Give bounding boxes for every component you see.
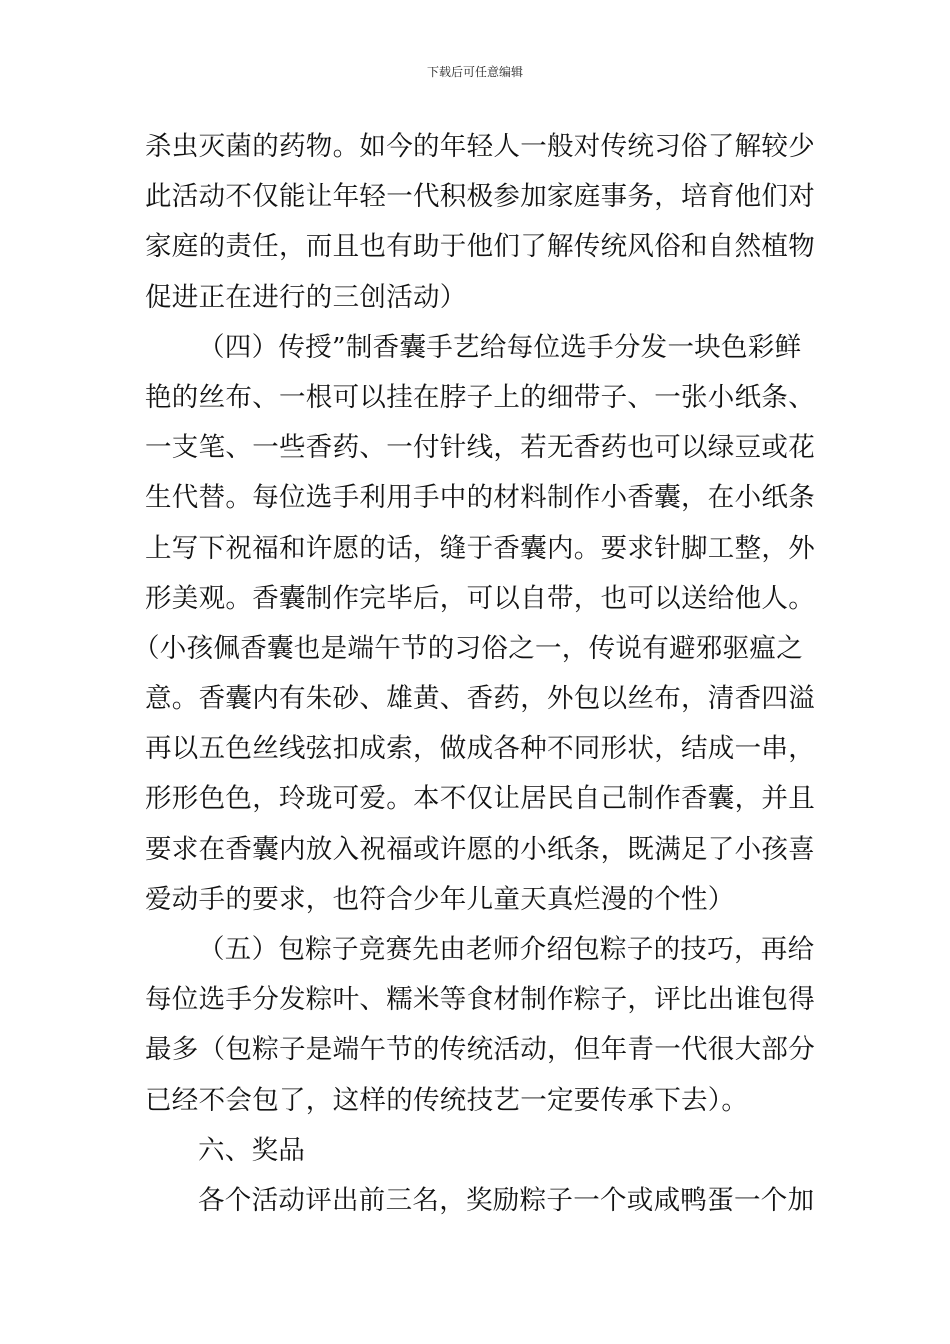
- text-line: 最多（包粽子是端午节的传统活动，但年青一代很大部分: [145, 1034, 815, 1066]
- text-line: 要求在香囊内放入祝福或许愿的小纸条，既满足了小孩喜: [145, 833, 815, 865]
- text-line: 此活动不仅能让年轻一代积极参加家庭事务，培育他们对: [145, 181, 815, 213]
- text-line: 形形色色，玲珑可爱。本不仅让居民自己制作香囊，并且: [145, 783, 815, 815]
- text-line: （小孩佩香囊也是端午节的习俗之一，传说有避邪驱瘟之: [133, 632, 803, 664]
- section-6-heading: 六、奖品: [198, 1134, 306, 1166]
- text-line: 生代替。每位选手利用手中的材料制作小香囊，在小纸条: [145, 482, 815, 514]
- text-line: 形美观。香囊制作完毕后，可以自带，也可以送给他人。: [145, 582, 815, 614]
- text-line: 各个活动评出前三名，奖励粽子一个或咸鸭蛋一个加: [198, 1184, 815, 1216]
- text-line: 艳的丝布、一根可以挂在脖子上的细带子、一张小纸条、: [145, 381, 815, 413]
- text-line: 杀虫灭菌的药物。如今的年轻人一般对传统习俗了解较少: [145, 131, 815, 162]
- text-line: 每位选手分发粽叶、糯米等食材制作粽子，评比出谁包得: [145, 984, 815, 1016]
- text-line: 上写下祝福和许愿的话，缝于香囊内。要求针脚工整，外: [145, 532, 815, 564]
- text-line: 一支笔、一些香药、一付针线，若无香药也可以绿豆或花: [145, 432, 815, 464]
- section-5-heading-line: （五）包粽子竞赛先由老师介绍包粽子的技巧，再给: [198, 934, 815, 965]
- text-line: 家庭的责任，而且也有助于他们了解传统风俗和自然植物: [145, 231, 815, 263]
- document-body: [133, 127, 815, 1231]
- text-line: 促进正在进行的三创活动）: [145, 281, 467, 313]
- text-line: 再以五色丝线弦扣成索，做成各种不同形状，结成一串，: [145, 733, 815, 765]
- text-line: 已经不会包了，这样的传统技艺一定要传承下去）。: [145, 1084, 749, 1116]
- text-line: 意。香囊内有朱砂、雄黄、香药，外包以丝布，清香四溢: [145, 683, 815, 715]
- page-header: 下载后可任意编辑: [426, 65, 523, 79]
- text-line: 爱动手的要求，也符合少年儿童天真烂漫的个性）: [145, 883, 735, 915]
- section-4-heading-line: （四）传授”制香囊手艺给每位选手分发一块色彩鲜: [198, 331, 802, 363]
